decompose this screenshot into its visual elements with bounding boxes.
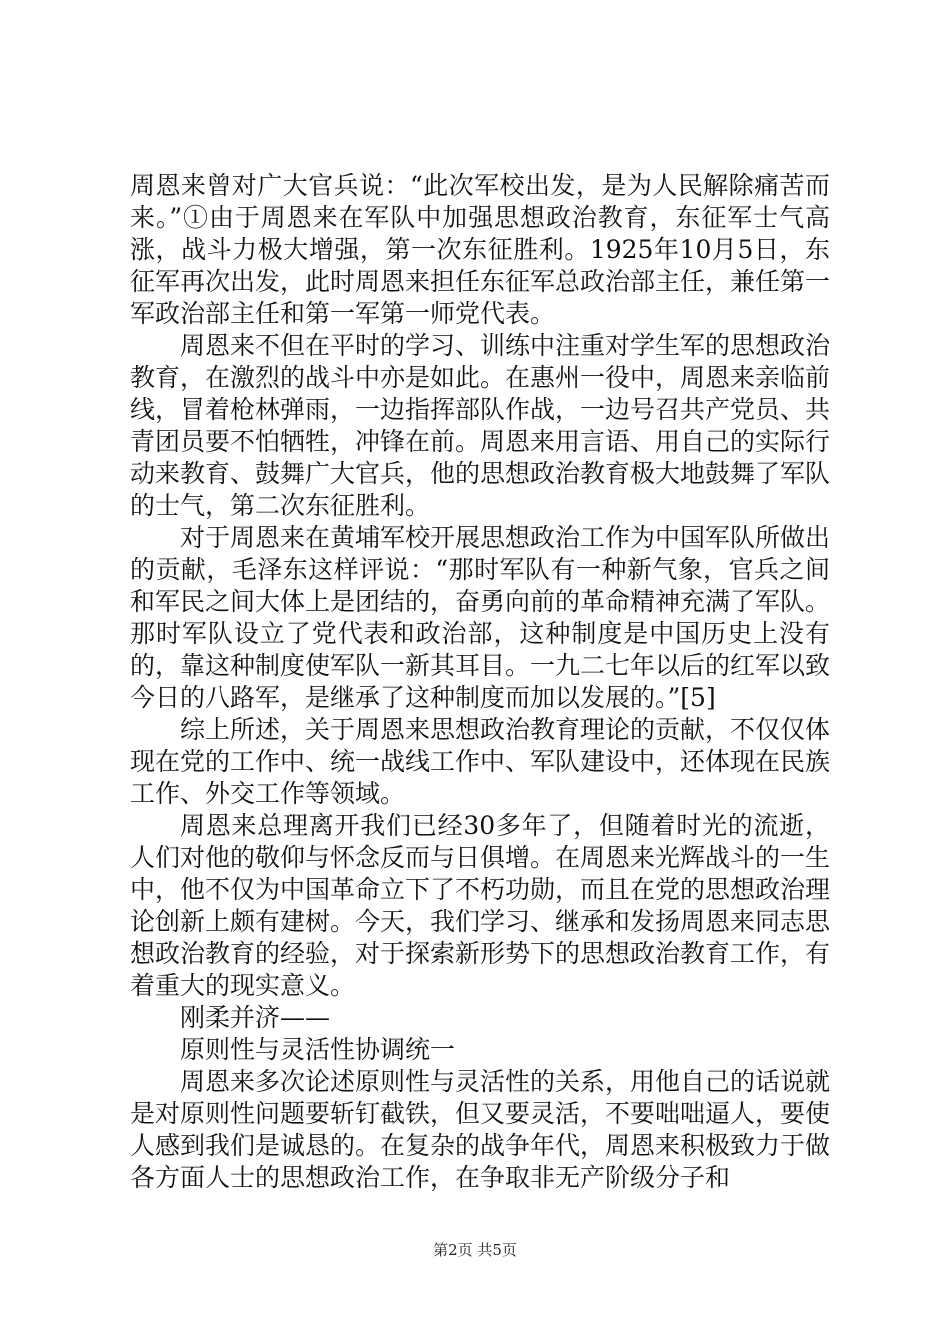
section-heading-line-2: 原则性与灵活性协调统一 [180, 1035, 456, 1064]
paragraph-3: 对于周恩来在黄埔军校开展思想政治工作为中国军队所做出的贡献，毛泽东这样评说：“那时军队有一种新气象，官兵之间和军民之间大体上是团结的，奋勇向前的革命精神充满了军队。那时军队设立了党代表和政治部，这种制度是中国历史上没有的，靠这种制度使军队一新其耳目。一九二七年以后的红军以致今日的八路军，是继承了这种制度而加以发展的。”[5] [130, 523, 831, 712]
paragraph-6: 周恩来多次论述原则性与灵活性的关系，用他自己的话说就是对原则性问题要斩钉截铁，但又要灵活，不要咄咄逼人，要使人感到我们是诚恳的。在复杂的战争年代，周恩来积极致力于做各方面人士的思想政治工作，在争取非无产阶级分子和 [130, 1067, 831, 1192]
paragraph-2: 周恩来不但在平时的学习、训练中注重对学生军的思想政治教育，在激烈的战斗中亦是如此。在惠州一役中，周恩来亲临前线，冒着枪林弹雨，一边指挥部队作战，一边号召共产党员、共青团员要不怕牺牲，冲锋在前。周恩来用言语、用自己的实际行动来教育、鼓舞广大官兵，他的思想政治教育极大地鼓舞了军队的士气，第二次东征胜利。 [130, 331, 831, 520]
page-footer: 第2页 共5页 [433, 1241, 517, 1259]
paragraph-4: 综上所述，关于周恩来思想政治教育理论的贡献，不仅仅体现在党的工作中、统一战线工作中、军队建设中，还体现在民族工作、外交工作等领域。 [130, 715, 831, 808]
paragraph-1: 周恩来曾对广大官兵说：“此次军校出发，是为人民解除痛苦而来。”①由于周恩来在军队中加强思想政治教育，东征军士气高涨，战斗力极大增强，第一次东征胜利。1925年10月5日，东征军再次出发，此时周恩来担任东征军总政治部主任，兼任第一军政治部主任和第一军第一师党代表。 [130, 171, 831, 328]
document-body [130, 170, 830, 1194]
section-heading-line-1: 刚柔并济—— [180, 1003, 331, 1032]
paragraph-5: 周恩来总理离开我们已经30多年了，但随着时光的流逝，人们对他的敬仰与怀念反而与日俱增。在周恩来光辉战斗的一生中，他不仅为中国革命立下了不朽功勋，而且在党的思想政治理论创新上颇有建树。今天，我们学习、继承和发扬周恩来同志思想政治教育的经验，对于探索新形势下的思想政治教育工作，有着重大的现实意义。 [130, 811, 831, 1000]
